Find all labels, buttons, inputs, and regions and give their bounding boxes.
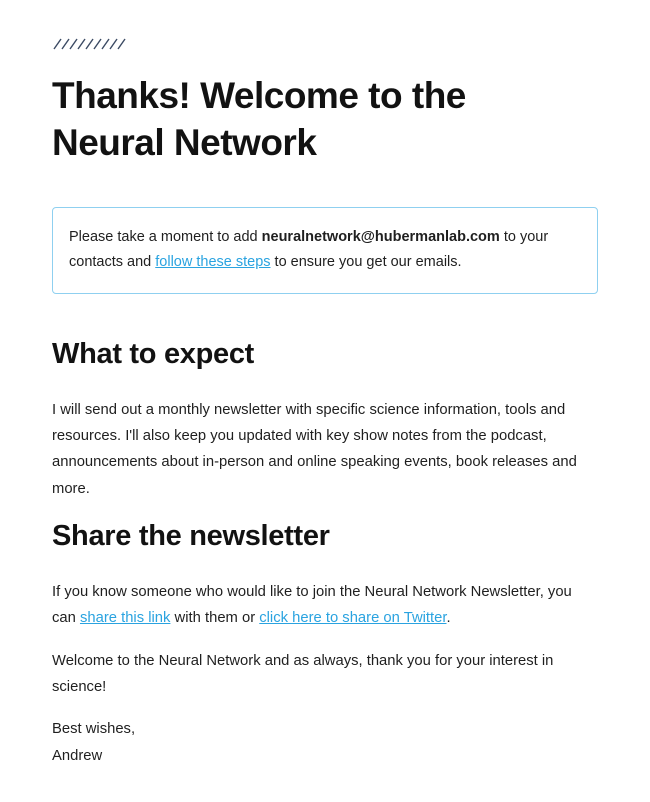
share-tail-text: . xyxy=(446,610,451,627)
signoff xyxy=(52,716,592,769)
share-lead-text: If you know someone who would like to join the Neural Network Newsletter, you can xyxy=(52,583,572,627)
share-middle-text: with them or xyxy=(170,610,260,627)
what-to-expect-paragraph: I will send out a monthly newsletter with specific science information, tools and resources. I'll also keep you updated with key show notes from the podcast, announcements about in-person and online speaking events, book releases and more. xyxy=(52,401,577,497)
notice-email-address: neuralnetwork@hubermanlab.com xyxy=(261,228,500,245)
section-heading-share-the-newsletter: Share the newsletter xyxy=(52,519,330,552)
notice-middle-text: to your contacts and xyxy=(69,228,549,270)
notice-lead-text: Please take a moment to add xyxy=(69,228,262,245)
contact-notice-box xyxy=(52,207,598,294)
share-paragraph xyxy=(52,579,592,632)
share-this-link[interactable]: share this link xyxy=(79,610,171,627)
welcome-paragraph: Welcome to the Neural Network and as always, thank you for your interest in science! xyxy=(52,652,554,695)
share-on-twitter-link[interactable]: click here to share on Twitter xyxy=(259,610,447,627)
page-title: Thanks! Welcome to the Neural Network xyxy=(52,75,466,164)
follow-these-steps-link[interactable]: follow these steps xyxy=(155,253,271,270)
notice-tail-text: to ensure you get our emails. xyxy=(270,253,462,270)
signoff-line-1: Best wishes, xyxy=(52,721,136,738)
signoff-line-2: Andrew xyxy=(52,747,103,764)
hatch-decoration-icon xyxy=(52,38,130,50)
section-heading-what-to-expect: What to expect xyxy=(52,337,255,370)
